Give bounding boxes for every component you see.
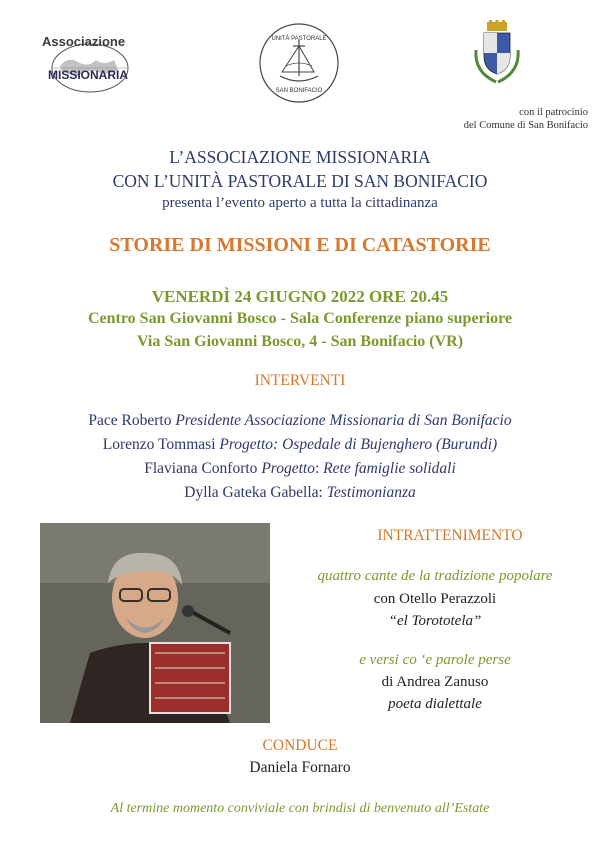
header-line1: L’ASSOCIAZIONE MISSIONARIA bbox=[169, 147, 431, 167]
intervento-role-mid: : bbox=[314, 460, 324, 477]
intervento-role: Presidente Associazione Missionaria di San Bonifacio bbox=[175, 412, 512, 429]
intervento-role: Ospedale di Bujenghero (Burundi) bbox=[282, 436, 498, 453]
logo-left-line2: MISSIONARIA bbox=[48, 68, 129, 82]
interventi-heading: INTERVENTI bbox=[254, 372, 346, 389]
patrocinio-line2: del Comune di San Bonifacio bbox=[463, 120, 588, 131]
intervento-item bbox=[0, 460, 600, 478]
intervento-item bbox=[0, 436, 600, 454]
event-address: Via San Giovanni Bosco, 4 - San Bonifacio (VR) bbox=[136, 333, 464, 350]
header-line2: CON L’UNITÀ PASTORALE DI SAN BONIFACIO bbox=[112, 171, 488, 191]
header-line3: presenta l’evento aperto a tutta la cittadinanza bbox=[162, 195, 438, 211]
footer-text: Al termine momento conviviale con brindisi di benvenuto all’Estate bbox=[110, 801, 490, 816]
intervento-name: Pace Roberto bbox=[88, 412, 176, 429]
intervento-role-prefix: Progetto bbox=[261, 460, 315, 477]
event-title: STORIE DI MISSIONI E DI CATASTORIE bbox=[109, 234, 491, 256]
intrattenimento-line5: di Andrea Zanuso bbox=[381, 674, 489, 690]
intervento-name: Dylla Gateka Gabella bbox=[184, 484, 319, 501]
intervento-name: Lorenzo Tommasi bbox=[102, 436, 220, 453]
patrocinio-text bbox=[408, 106, 588, 132]
conduce-name: Daniela Fornaro bbox=[249, 759, 351, 776]
performer-photo bbox=[40, 523, 270, 723]
unita-pastorale-logo bbox=[258, 22, 340, 104]
patrocinio-line1: con il patrocinio bbox=[519, 107, 588, 118]
intervento-name: Flaviana Conforto bbox=[144, 460, 262, 477]
intrattenimento-heading: INTRATTENIMENTO bbox=[377, 527, 523, 544]
intervento-role: Rete famiglie solidali bbox=[323, 460, 456, 477]
intervento-role: Testimonianza bbox=[326, 484, 416, 501]
intervento-item bbox=[0, 484, 600, 502]
event-date: VENERDÌ 24 GIUGNO 2022 ORE 20.45 bbox=[151, 287, 449, 306]
logo-left-line1: Associazione bbox=[42, 34, 126, 49]
intrattenimento-line6: poeta dialettale bbox=[388, 696, 482, 712]
intrattenimento-line3: “el Torototela” bbox=[388, 613, 482, 629]
intervento-role-prefix: : bbox=[318, 484, 327, 501]
logo-mid-top: UNITÀ PASTORALE bbox=[271, 36, 327, 42]
intrattenimento-line4: e versi co ‘e parole perse bbox=[359, 652, 511, 668]
logo-mid-bottom: SAN BONIFACIO bbox=[275, 88, 323, 94]
intervento-item bbox=[0, 412, 600, 430]
associazione-missionaria-logo bbox=[38, 30, 142, 100]
conduce-heading: CONDUCE bbox=[262, 737, 338, 754]
intervento-role-prefix: Progetto: bbox=[219, 436, 283, 453]
intrattenimento-line2: con Otello Perazzoli bbox=[373, 591, 497, 607]
event-venue: Centro San Giovanni Bosco - Sala Conferenze piano superiore bbox=[87, 310, 513, 327]
comune-coat-of-arms-icon bbox=[470, 20, 524, 90]
intrattenimento-line1: quattro cante de la tradizione popolare bbox=[317, 568, 553, 584]
